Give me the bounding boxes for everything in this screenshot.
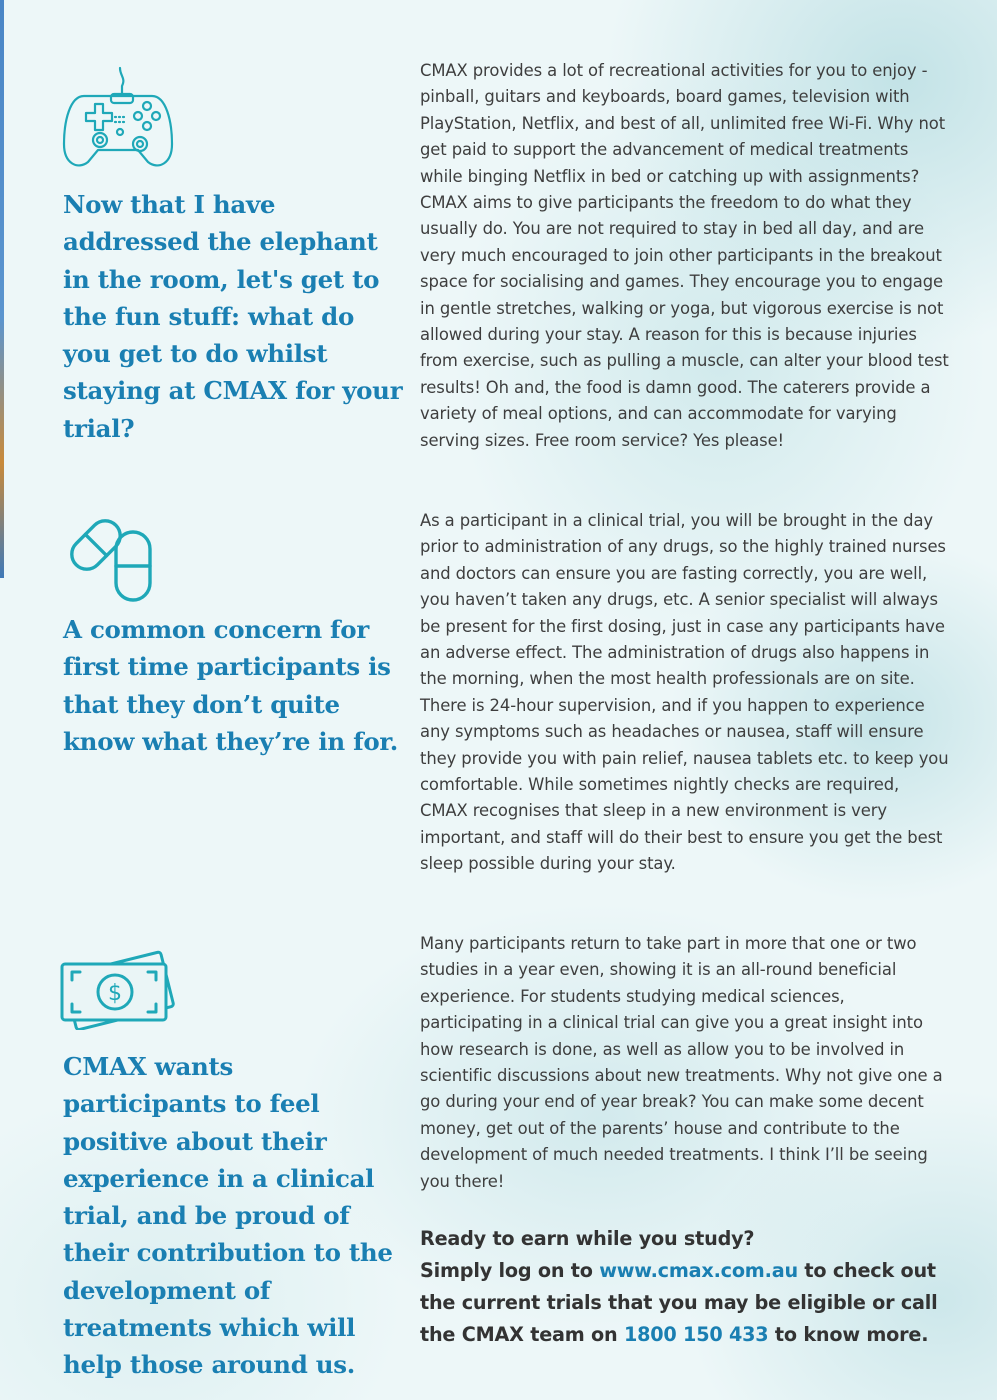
money-icon: [58, 938, 184, 1030]
cta-text: to know more.: [774, 1323, 929, 1346]
section-body: As a participant in a clinical trial, you will be brought in the day prior to administration of any drugs, so the highly trained nurses and doctors can ensure you are fasting correctly, you are well, you haven’t taken any drugs, etc. A senior specialist will always be present for the first dosing, just in case any participants have an adverse effect. The administration of drugs also happens in the morning, when the most health professionals are on site. There is 24-hour supervision, and if you happen to experience any symptoms such as headaches or nausea, staff will ensure they provide you with pain relief, nausea tablets etc. to keep you comfortable. While sometimes nightly checks are required, CMAX recognises that sleep in a new environment is very important, and staff will do their best to ensure you get the best sleep possible during your stay.: [420, 511, 949, 874]
phone-link[interactable]: 1800 150 433: [623, 1323, 769, 1346]
cta-text: Simply log on to: [420, 1259, 593, 1282]
section-heading: A common concern for first time participants is that they don’t quite know what they’re in for.: [63, 615, 398, 756]
cta-headline: Ready to earn while you study?: [420, 1227, 755, 1250]
call-to-action: [420, 1223, 950, 1351]
left-edge-photo-strip: [0, 0, 4, 578]
cta-text: to check out the current trials that you may be eligible or call the CMAX team on: [420, 1259, 938, 1346]
svg-text:$: $: [108, 981, 122, 1006]
pills-icon: [62, 512, 156, 606]
website-link[interactable]: www.cmax.com.au: [599, 1259, 798, 1282]
section-body: Many participants return to take part in more that one or two studies in a year even, showing it is an all-round beneficial experience. For students studying medical sciences, participating in a clinical trial can give you a great insight into how research is done, as well as allow you to be involved in scientific discussions about new treatments. Why not give one a go during your end of year break? You can make some decent money, get out of the parents’ house and contribute to the development of much needed treatments. I think I’ll be seeing you there!: [420, 934, 943, 1191]
game-controller-icon: [62, 66, 174, 172]
section-body: CMAX provides a lot of recreational activities for you to enjoy - pinball, guitars and keyboards, board games, television with PlayStation, Netflix, and best of all, unlimited free Wi-Fi. Why not get paid to support the advancement of medical treatments while binging Netflix in bed or catching up with assignments? CMAX aims to give participants the freedom to do what they usually do. You are not required to stay in bed all day, and are very much encouraged to join other participants in the breakout space for socialising and games. They encourage you to engage in gentle stretches, walking or yoga, but vigorous exercise is not allowed during your stay. A reason for this is because injuries from exercise, such as pulling a muscle, can alter your blood test results! Oh and, the food is damn good. The caterers provide a variety of meal options, and can accommodate for varying serving sizes. Free room service? Yes please!: [420, 61, 949, 450]
section-heading: CMAX wants participants to feel positive about their experience in a clinical trial, and be proud of their contribution to the development of treatments which will help those around us.: [63, 1052, 393, 1380]
section-heading: Now that I have addressed the elephant in the room, let's get to the fun stuff: what do you get to do whilst staying at CMAX for your trial?: [63, 190, 403, 443]
